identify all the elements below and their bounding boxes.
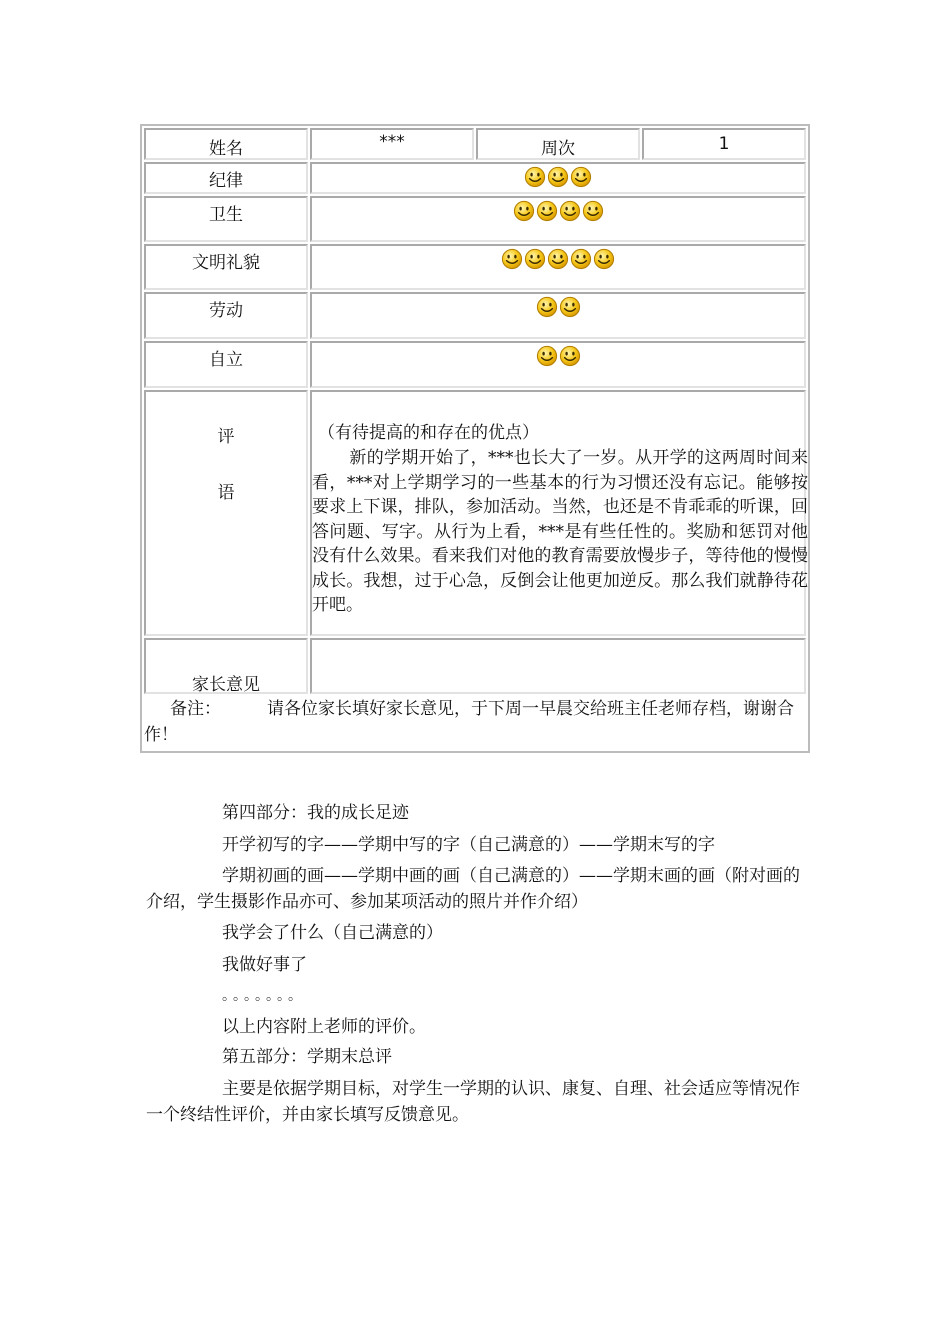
name-value-cell <box>310 128 474 160</box>
name-label: 姓名 <box>209 139 243 159</box>
smiley-face-icon <box>501 248 523 270</box>
parent-label-cell <box>144 638 308 694</box>
manners-rating-cell <box>310 244 806 290</box>
manners-label-cell <box>144 244 308 290</box>
name-value: *** <box>379 132 405 152</box>
growth-drawing-line: 学期初画的画——学期中画的画（自己满意的）——学期末画的画（附对画的介绍，学生摄影作品亦可、参加某项活动的照片并作介绍） <box>146 866 800 912</box>
smiley-face-icon <box>547 166 569 188</box>
final-summary-text: 主要是依据学期目标，对学生一学期的认识、康复、自理、社会适应等情况作一个终结性评价，并由家长填写反馈意见。 <box>146 1079 800 1125</box>
section-four-title: 第四部分：我的成长足迹 <box>222 803 409 823</box>
smiley-rating <box>536 345 581 367</box>
smiley-face-icon <box>582 200 604 222</box>
good-deeds-line: 我做好事了 <box>222 955 307 975</box>
comment-text: 新的学期开始了，***也长大了一岁。从开学的这两周时间来看，***对上学期学习的一些基本的行为习惯还没有忘记。能够按要求上下课，排队，参加活动。当然，也还是不肯乖乖的听课，回答问题、写字。从行为上看，***是有些任性的。奖励和惩罚对他没有什么效果。看来我们对他的教育需要放慢步子，等待他的慢慢成长。我想，过于心急，反倒会让他更加逆反。那么我们就静待花开吧。 <box>312 448 808 615</box>
smiley-face-icon <box>559 345 581 367</box>
smiley-face-icon <box>559 296 581 318</box>
smiley-face-icon <box>513 200 535 222</box>
independence-label-cell <box>144 341 308 388</box>
smiley-face-icon <box>524 166 546 188</box>
comment-cell <box>310 390 806 636</box>
ellipsis-line: 。。。。。。。 <box>222 988 306 1004</box>
smiley-face-icon <box>570 166 592 188</box>
comment-label-2: 语 <box>217 483 235 503</box>
teacher-evaluation-line: 以上内容附上老师的评价。 <box>222 1017 426 1037</box>
section-five-title: 第五部分：学期末总评 <box>222 1047 392 1067</box>
smiley-face-icon <box>547 248 569 270</box>
rating-label: 劳动 <box>209 301 243 321</box>
note-text: 请各位家长填好家长意见，于下周一早晨交给班主任老师存档，谢谢合作！ <box>144 699 794 745</box>
smiley-rating <box>536 296 581 318</box>
name-label-cell <box>144 128 308 160</box>
comment-hint: （有待提高的和存在的优点） <box>318 423 539 443</box>
independence-rating-cell <box>310 341 806 388</box>
week-label-cell <box>476 128 640 160</box>
week-value: 1 <box>718 134 730 154</box>
evaluation-form-table <box>140 124 810 753</box>
smiley-face-icon <box>524 248 546 270</box>
smiley-face-icon <box>570 248 592 270</box>
form-note <box>144 696 808 748</box>
week-value-cell <box>642 128 806 160</box>
comment-label-1: 评 <box>217 427 235 447</box>
discipline-rating-cell <box>310 162 806 194</box>
rating-label: 纪律 <box>209 171 243 191</box>
parent-opinion-label: 家长意见 <box>192 675 260 695</box>
smiley-face-icon <box>593 248 615 270</box>
hygiene-rating-cell <box>310 196 806 242</box>
learned-line: 我学会了什么（自己满意的） <box>222 923 443 943</box>
smiley-face-icon <box>559 200 581 222</box>
smiley-face-icon <box>536 345 558 367</box>
smiley-rating <box>513 200 604 222</box>
smiley-face-icon <box>536 200 558 222</box>
growth-writing-line: 开学初写的字——学期中写的字（自己满意的）——学期末写的字 <box>222 835 715 855</box>
smiley-rating <box>524 166 592 188</box>
note-label: 备注： <box>170 699 221 719</box>
smiley-face-icon <box>536 296 558 318</box>
labor-rating-cell <box>310 292 806 339</box>
rating-label: 文明礼貌 <box>192 253 260 273</box>
labor-label-cell <box>144 292 308 339</box>
smiley-rating <box>501 248 615 270</box>
comment-label-cell <box>144 390 308 636</box>
rating-label: 卫生 <box>209 205 243 225</box>
hygiene-label-cell <box>144 196 308 242</box>
parent-opinion-cell[interactable] <box>310 638 806 694</box>
week-label: 周次 <box>541 139 575 159</box>
discipline-label-cell <box>144 162 308 194</box>
rating-label: 自立 <box>209 350 243 370</box>
